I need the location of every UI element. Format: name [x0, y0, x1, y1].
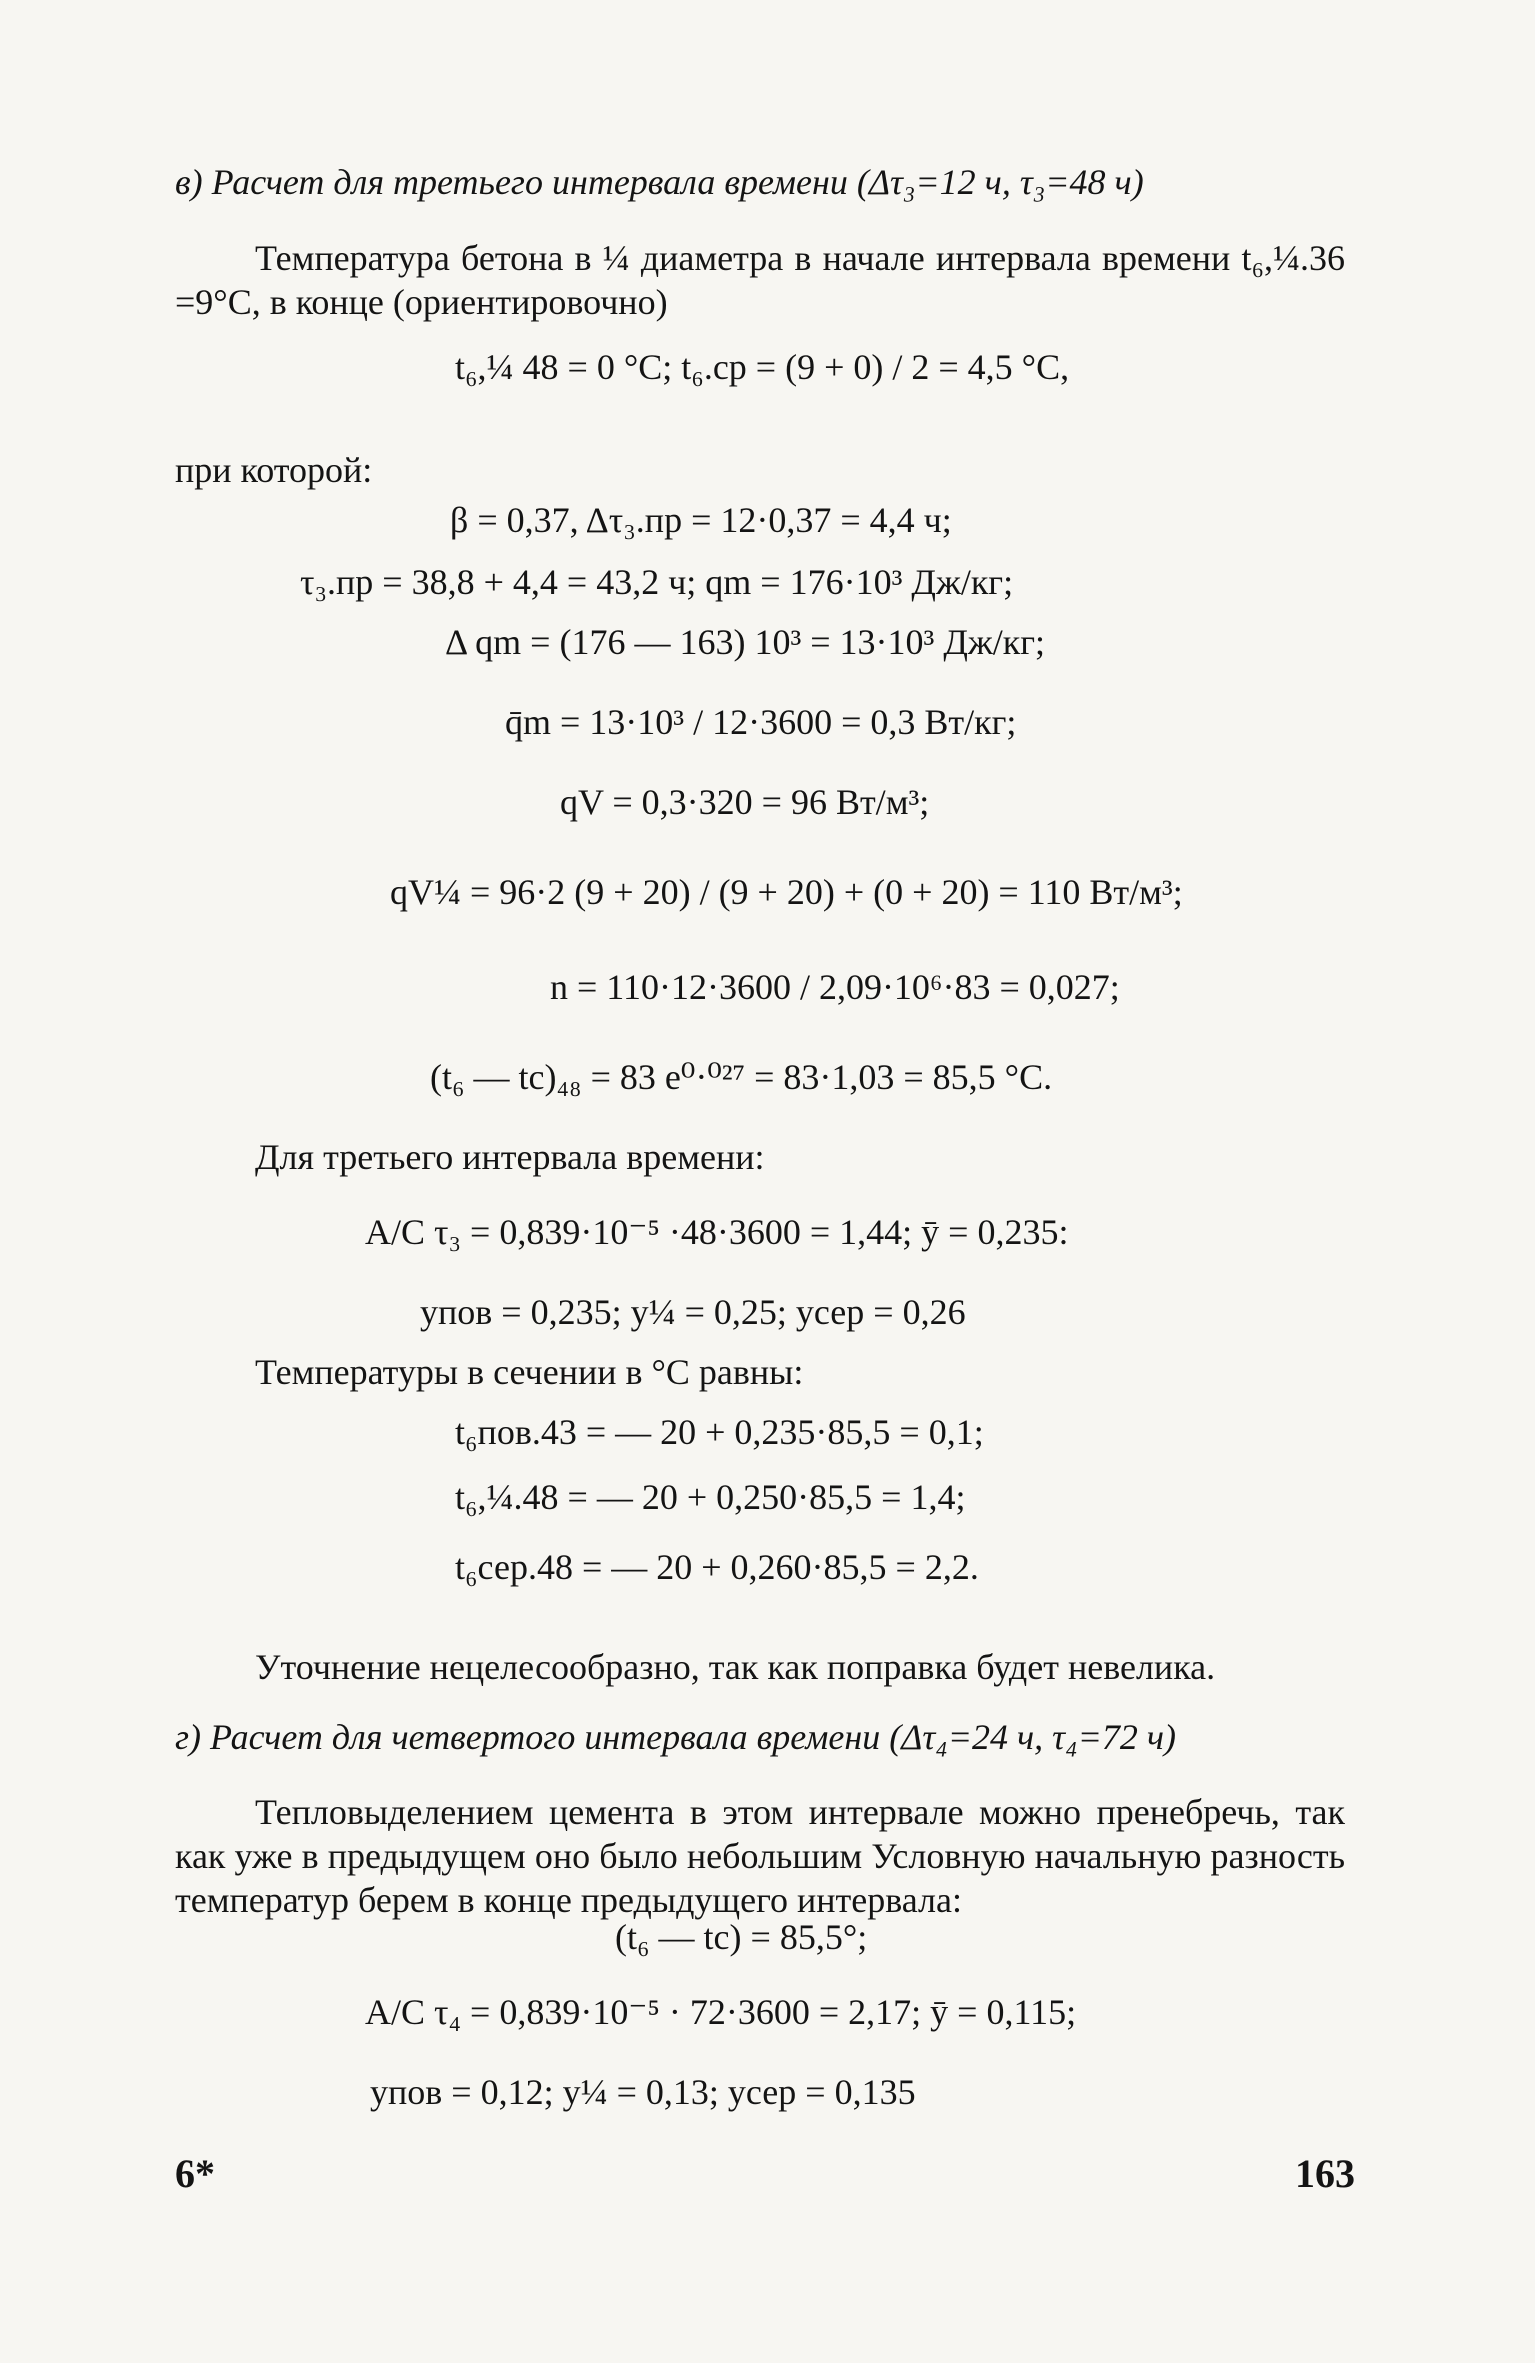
equation-delta-qm: Δ qm = (176 — 163) 10³ = 13·10³ Дж/кг;	[445, 622, 1046, 662]
equation-qm-bar: q̄m = 13·10³ / 12·3600 = 0,3 Вт/кг;	[505, 702, 1017, 742]
section-v-paragraph: Температура бетона в ¼ диаметра в начале интервала времени t₆,¼.36 =9°C, в конце (ориентировочно)	[175, 238, 1345, 322]
section-g-heading: г) Расчет для четвертого интервала времени (Δτ₄=24 ч, τ₄=72 ч)	[175, 1717, 1177, 1757]
equation-y-values-4: yпов = 0,12; y¼ = 0,13; yсер = 0,135	[370, 2072, 916, 2112]
printer-signature: 6*	[175, 2151, 215, 2196]
equation-qv-quarter: qV¼ = 96·2 (9 + 20) / (9 + 20) + (0 + 20) = 110 Вт/м³;	[390, 872, 1183, 912]
label-pri-kotoroi: при которой:	[175, 450, 373, 490]
equation-tau-reduced: τ₃.пр = 38,8 + 4,4 = 43,2 ч; qm = 176·10³ Дж/кг;	[300, 562, 1014, 602]
equation-y-values: yпов = 0,235; y¼ = 0,25; yсер = 0,26	[420, 1292, 966, 1332]
section-g-paragraph: Тепловыделением цемента в этом интервале можно пренебречь, так как уже в предыдущем оно было небольшим Условную начальную разность температур берем в конце предыдущего интервала:	[175, 1792, 1345, 1920]
equation-ac-tau4: A/C τ₄ = 0,839·10⁻⁵ · 72·3600 = 2,17; ȳ = 0,115;	[365, 1992, 1077, 2032]
equation-temp-difference: (t₆ — tc)₄₈ = 83 e⁰·⁰²⁷ = 83·1,03 = 85,5 °C.	[430, 1057, 1053, 1097]
equation-t-surface: t₆пов.43 = — 20 + 0,235·85,5 = 0,1;	[455, 1412, 984, 1452]
note-refinement: Уточнение нецелесообразно, так как поправка будет невелика.	[255, 1647, 1216, 1687]
label-third-interval: Для третьего интервала времени:	[255, 1137, 765, 1177]
equation-t-quarter: t₆,¼.48 = — 20 + 0,250·85,5 = 1,4;	[455, 1477, 966, 1517]
label-temperatures: Температуры в сечении в °C равны:	[255, 1352, 804, 1392]
equation-qv: qV = 0,3·320 = 96 Вт/м³;	[560, 782, 930, 822]
equation-n: n = 110·12·3600 / 2,09·10⁶·83 = 0,027;	[550, 967, 1120, 1007]
equation-t-avg: t₆,¼ 48 = 0 °C; t₆.ср = (9 + 0) / 2 = 4,5 °C,	[455, 347, 1070, 387]
equation-beta: β = 0,37, Δτ₃.пр = 12·0,37 = 4,4 ч;	[450, 500, 952, 540]
equation-t-center: t₆сер.48 = — 20 + 0,260·85,5 = 2,2.	[455, 1547, 979, 1587]
equation-ac-tau3: A/C τ₃ = 0,839·10⁻⁵ ·48·3600 = 1,44; ȳ = 0,235:	[365, 1212, 1069, 1252]
section-v-heading: в) Расчет для третьего интервала времени (Δτ₃=12 ч, τ₃=48 ч)	[175, 162, 1144, 202]
page-number: 163	[1295, 2151, 1355, 2196]
equation-initial-difference: (t₆ — tc) = 85,5°;	[615, 1917, 868, 1957]
